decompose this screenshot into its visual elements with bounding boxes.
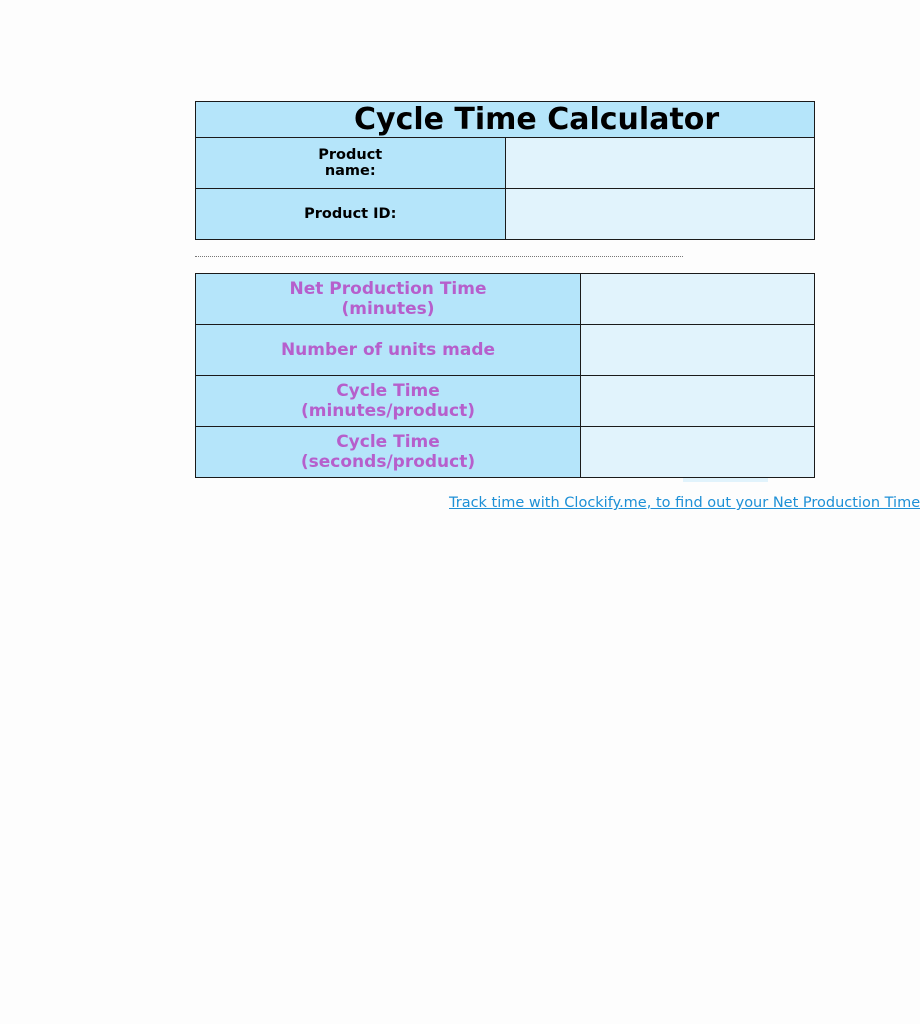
cycle-time-minutes-label: Cycle Time (minutes/product): [196, 376, 581, 427]
units-made-input[interactable]: [581, 325, 815, 376]
table-row: [196, 274, 815, 325]
table-row: [196, 427, 815, 478]
metrics-table: [195, 273, 815, 478]
net-production-time-input[interactable]: [581, 274, 815, 325]
net-production-time-label: Net Production Time (minutes): [196, 274, 581, 325]
title-cell: [196, 102, 815, 138]
table-row: [196, 325, 815, 376]
product-info-table: [195, 101, 815, 240]
cycle-time-seconds-label: Cycle Time (seconds/product): [196, 427, 581, 478]
dotted-divider: [195, 256, 683, 257]
cycle-time-seconds-value: [581, 427, 815, 478]
table-row: [196, 376, 815, 427]
clockify-link[interactable]: Track time with Clockify.me, to find out your Net Production Time: [449, 495, 920, 511]
units-made-label: Number of units made: [196, 325, 581, 376]
page-title: Cycle Time Calculator: [354, 102, 720, 137]
spreadsheet-area: [195, 101, 920, 541]
product-id-input[interactable]: [505, 189, 815, 240]
product-name-input[interactable]: [505, 138, 815, 189]
product-name-label: Product name:: [196, 138, 506, 189]
cycle-time-minutes-value: [581, 376, 815, 427]
product-id-label: Product ID:: [196, 189, 506, 240]
